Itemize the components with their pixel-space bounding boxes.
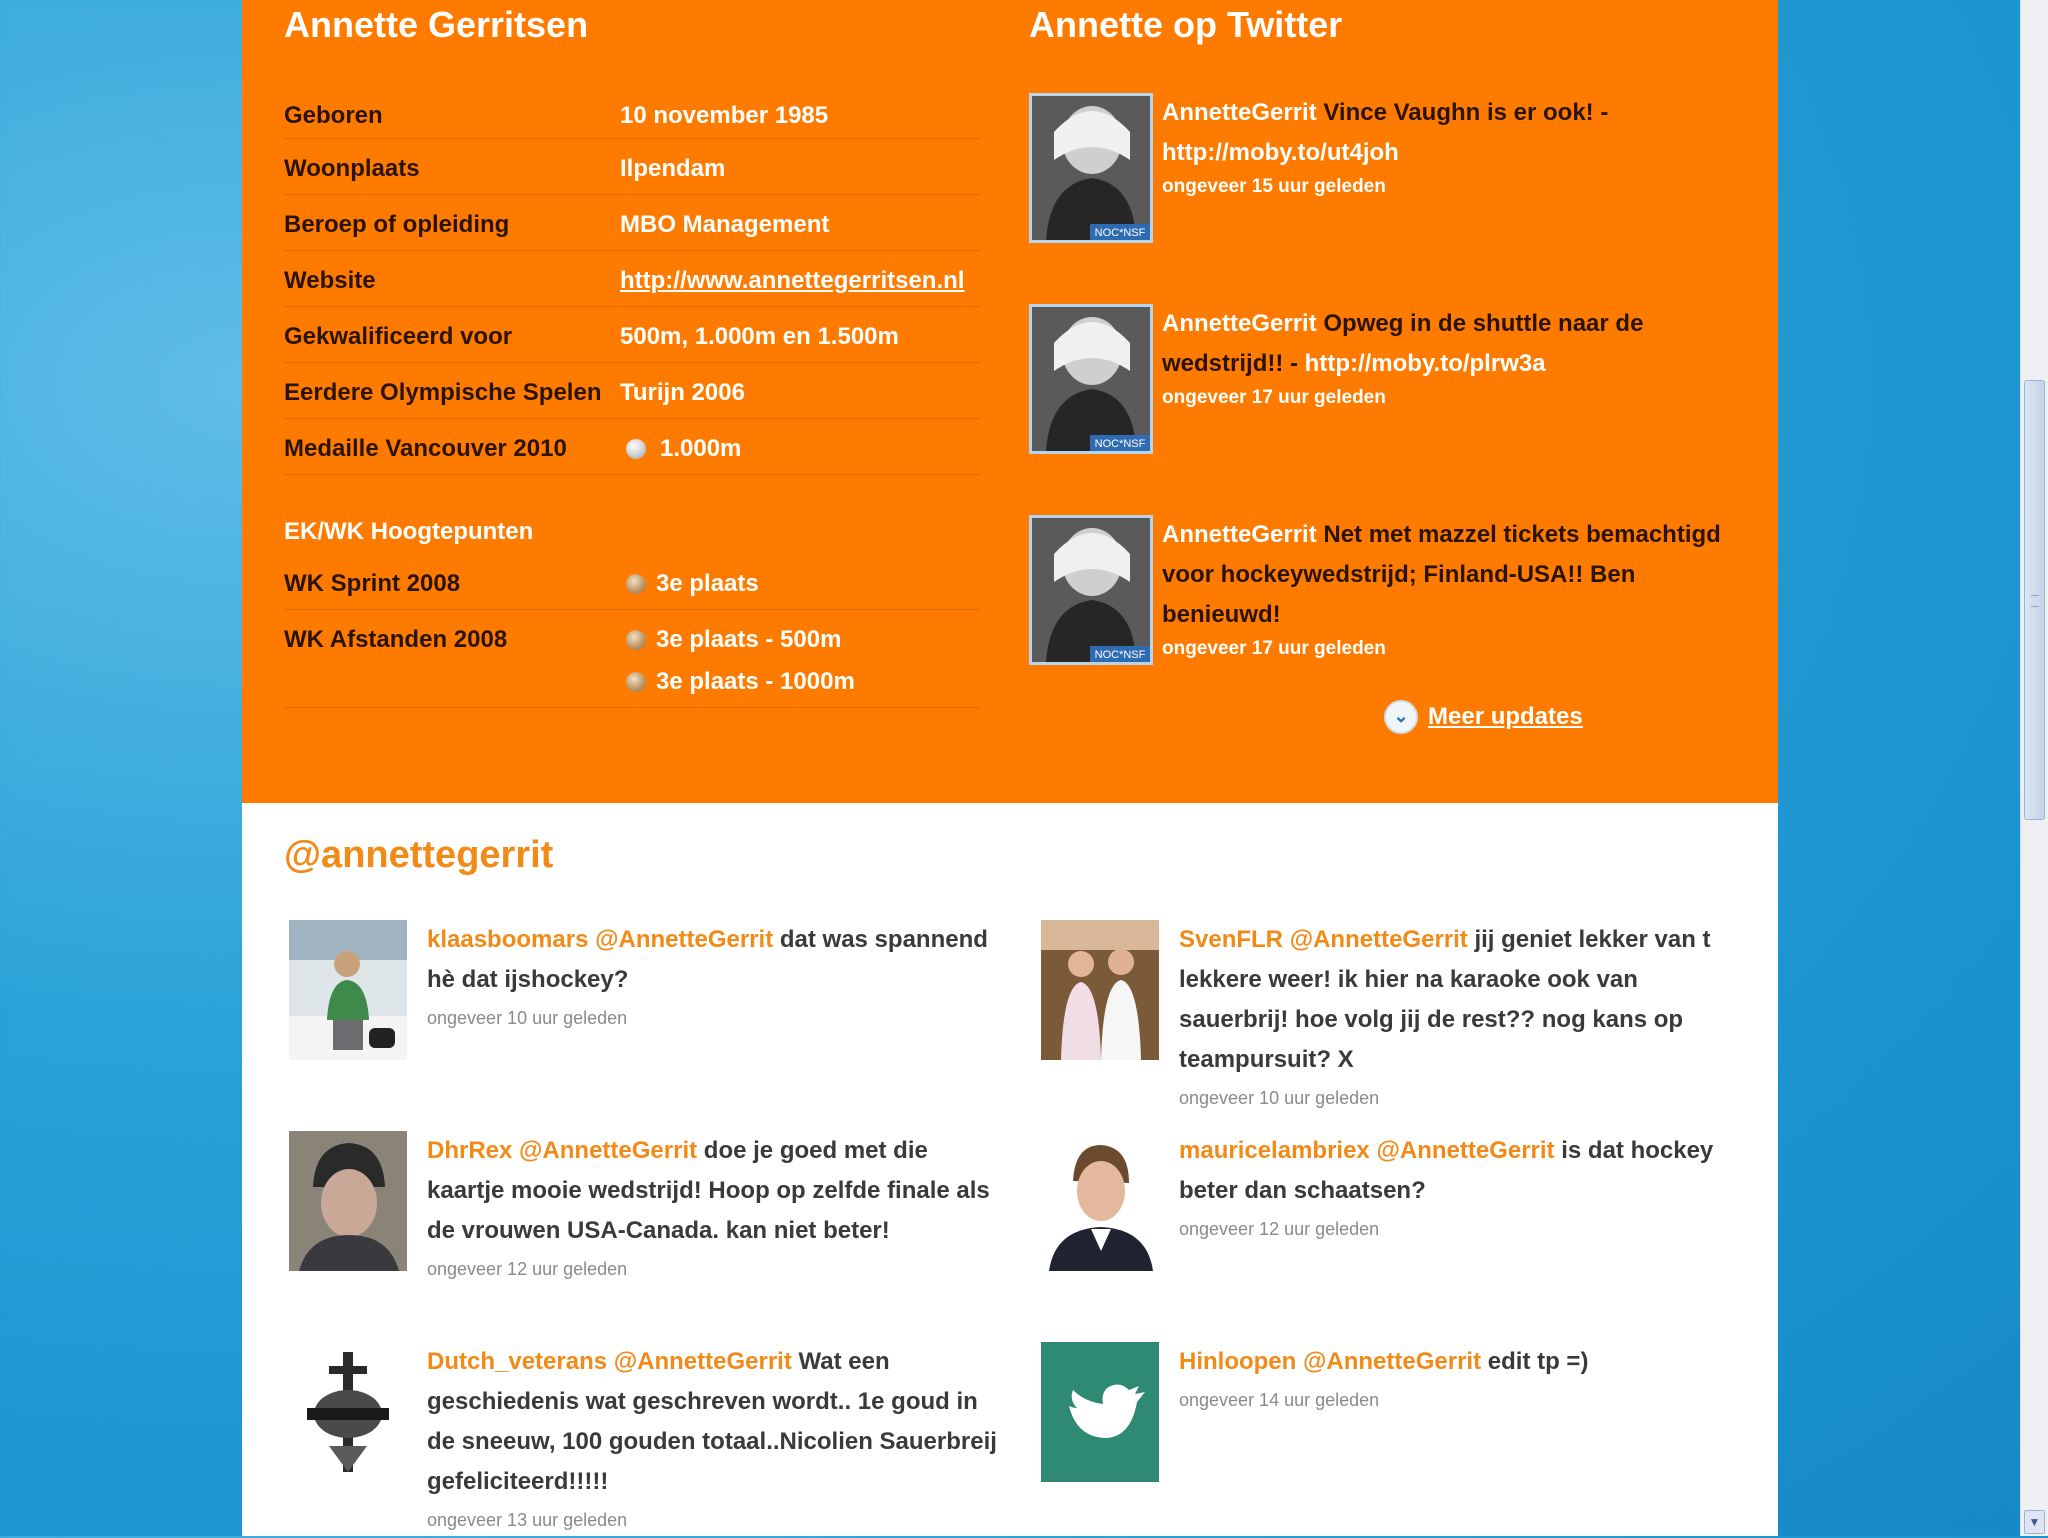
highlight-row-wk-afstanden xyxy=(284,610,980,708)
mention-item xyxy=(1041,1131,1741,1311)
athlete-info-panel xyxy=(242,0,1778,803)
silver-medal-icon xyxy=(626,439,646,459)
chevron-down-icon[interactable]: ⌄ xyxy=(1384,700,1418,734)
mention-item xyxy=(1041,920,1741,1108)
avatar-badge: NOC*NSF xyxy=(1094,649,1146,661)
avatar[interactable] xyxy=(1029,93,1153,243)
highlight-result: 3e plaats - 500m xyxy=(656,626,842,653)
tweet-text: Net met mazzel tickets bemachtigd voor hockeywedstrijd; Finland-USA!! Ben benieuwd! xyxy=(1162,521,1721,628)
profile-row-previous-games xyxy=(284,363,980,419)
row-value: MBO Management xyxy=(620,211,830,238)
user-avatar-image xyxy=(289,920,407,1060)
mention-username[interactable]: Dutch_veterans xyxy=(427,1348,608,1375)
athlete-avatar-image xyxy=(1032,518,1150,662)
profile-row-residence xyxy=(284,139,980,195)
profile-row-qualified xyxy=(284,307,980,363)
bronze-medal-icon xyxy=(626,672,646,692)
mention-text: edit tp =) xyxy=(1487,1348,1589,1375)
row-label: Gekwalificeerd voor xyxy=(284,323,513,350)
row-value: 10 november 1985 xyxy=(620,102,829,129)
profile-row-occupation xyxy=(284,195,980,251)
bronze-medal-icon xyxy=(626,574,646,594)
avatar[interactable] xyxy=(289,1131,407,1271)
row-value: Ilpendam xyxy=(620,155,726,182)
user-avatar-image xyxy=(1041,920,1159,1060)
mention-handle[interactable]: @AnnetteGerrit xyxy=(595,926,774,953)
avatar[interactable] xyxy=(289,1342,407,1482)
row-label: Beroep of opleiding xyxy=(284,211,510,238)
avatar-badge: NOC*NSF xyxy=(1094,227,1146,239)
highlight-row-wk-sprint xyxy=(284,554,980,610)
row-label: Medaille Vancouver 2010 xyxy=(284,435,567,462)
mention-timestamp: ongeveer 10 uur geleden xyxy=(427,1008,628,1028)
tweet-username[interactable]: AnnetteGerrit xyxy=(1162,521,1317,548)
more-updates xyxy=(1384,700,1583,734)
tweet-text: Opweg in de shuttle naar de wedstrijd!! - xyxy=(1162,310,1644,377)
avatar[interactable] xyxy=(1041,1342,1159,1482)
row-value: Turijn 2006 xyxy=(620,379,745,406)
scroll-down-button[interactable]: ▼ xyxy=(2024,1510,2045,1534)
mention-text: Wat een geschiedenis wat geschreven wordt.. 1e goud in de sneeuw, 100 gouden totaal..Nicolien Sauerbreij gefeliciteerd!!!!! xyxy=(427,1348,997,1495)
mention-text: is dat hockey beter dan schaatsen? xyxy=(1179,1137,1714,1204)
avatar[interactable] xyxy=(1041,920,1159,1060)
mention-handle[interactable]: @AnnetteGerrit xyxy=(1289,926,1468,953)
twitter-bird-icon xyxy=(1041,1342,1159,1482)
mention-timestamp: ongeveer 13 uur geleden xyxy=(427,1510,628,1530)
more-updates-link[interactable]: Meer updates xyxy=(1428,703,1583,730)
mention-item xyxy=(289,1342,997,1536)
row-label: Eerdere Olympische Spelen xyxy=(284,379,602,406)
athlete-avatar-image xyxy=(1032,307,1150,451)
mention-timestamp: ongeveer 10 uur geleden xyxy=(1179,1088,1380,1108)
veterans-emblem-image xyxy=(289,1342,407,1482)
user-avatar-image xyxy=(289,1131,407,1271)
mention-item xyxy=(289,1131,989,1311)
avatar[interactable] xyxy=(289,920,407,1060)
avatar-badge: NOC*NSF xyxy=(1094,438,1146,450)
highlights-title: EK/WK Hoogtepunten xyxy=(284,518,534,545)
avatar[interactable] xyxy=(1029,515,1153,665)
vertical-scrollbar[interactable] xyxy=(2020,0,2048,1536)
highlight-result: 3e plaats xyxy=(656,570,759,597)
tweet-item xyxy=(1029,93,1739,253)
tweet-timestamp: ongeveer 15 uur geleden xyxy=(1162,176,1386,197)
page-card xyxy=(242,0,1778,1536)
mention-item xyxy=(1041,1342,1741,1522)
tweet-timestamp: ongeveer 17 uur geleden xyxy=(1162,387,1386,408)
row-label: Woonplaats xyxy=(284,155,420,182)
mentions-title: @annettegerrit xyxy=(284,834,554,876)
mentions-panel xyxy=(242,803,1778,1536)
tweet-timestamp: ongeveer 17 uur geleden xyxy=(1162,638,1386,659)
mention-username[interactable]: klaasboomars xyxy=(427,926,589,953)
mention-handle[interactable]: @AnnetteGerrit xyxy=(613,1348,792,1375)
avatar[interactable] xyxy=(1029,304,1153,454)
tweet-text: Vince Vaughn is er ook! - xyxy=(1323,99,1609,126)
tweet-link[interactable]: http://moby.to/plrw3a xyxy=(1304,350,1546,377)
grip-icon xyxy=(2031,595,2039,607)
row-label: Geboren xyxy=(284,102,383,129)
mention-username[interactable]: mauricelambriex xyxy=(1179,1137,1370,1164)
row-label: WK Sprint 2008 xyxy=(284,570,461,597)
mention-handle[interactable]: @AnnetteGerrit xyxy=(1303,1348,1482,1375)
mention-text: doe je goed met die kaartje mooie wedstrijd! Hoop op zelfde finale als de vrouwen USA-Canada. kan niet beter! xyxy=(427,1137,990,1244)
tweet-username[interactable]: AnnetteGerrit xyxy=(1162,99,1317,126)
mention-username[interactable]: DhrRex xyxy=(427,1137,513,1164)
mention-text: dat was spannend hè dat ijshockey? xyxy=(427,926,988,993)
profile-row-born xyxy=(284,86,980,139)
mention-handle[interactable]: @AnnetteGerrit xyxy=(1376,1137,1555,1164)
mention-handle[interactable]: @AnnetteGerrit xyxy=(519,1137,698,1164)
mention-username[interactable]: SvenFLR xyxy=(1179,926,1284,953)
avatar[interactable] xyxy=(1041,1131,1159,1271)
profile-title: Annette Gerritsen xyxy=(284,4,589,45)
tweet-item xyxy=(1029,304,1739,464)
tweet-item xyxy=(1029,515,1739,685)
row-value: 500m, 1.000m en 1.500m xyxy=(620,323,899,350)
tweet-username[interactable]: AnnetteGerrit xyxy=(1162,310,1317,337)
user-avatar-image xyxy=(1041,1131,1159,1271)
twitter-section-title: Annette op Twitter xyxy=(1029,4,1343,45)
row-label: Website xyxy=(284,267,376,294)
mention-timestamp: ongeveer 14 uur geleden xyxy=(1179,1390,1380,1410)
mention-username[interactable]: Hinloopen xyxy=(1179,1348,1297,1375)
mention-item xyxy=(289,920,989,1100)
profile-row-website xyxy=(284,251,980,307)
mention-timestamp: ongeveer 12 uur geleden xyxy=(427,1259,628,1279)
highlight-result: 3e plaats - 1000m xyxy=(656,668,855,695)
medal-event: 1.000m xyxy=(660,435,742,462)
athlete-avatar-image xyxy=(1032,96,1150,240)
website-link[interactable]: http://www.annettegerritsen.nl xyxy=(620,267,965,294)
row-label: WK Afstanden 2008 xyxy=(284,626,508,653)
scrollbar-thumb[interactable] xyxy=(2024,380,2045,820)
bronze-medal-icon xyxy=(626,630,646,650)
mention-text: jij geniet lekker van t lekkere weer! ik hier na karaoke ook van sauerbrij! hoe volg jij de rest?? nog kans op teampursuit? X xyxy=(1179,926,1711,1073)
profile-row-medal xyxy=(284,419,980,475)
tweet-link[interactable]: http://moby.to/ut4joh xyxy=(1162,139,1399,166)
mention-timestamp: ongeveer 12 uur geleden xyxy=(1179,1219,1380,1239)
